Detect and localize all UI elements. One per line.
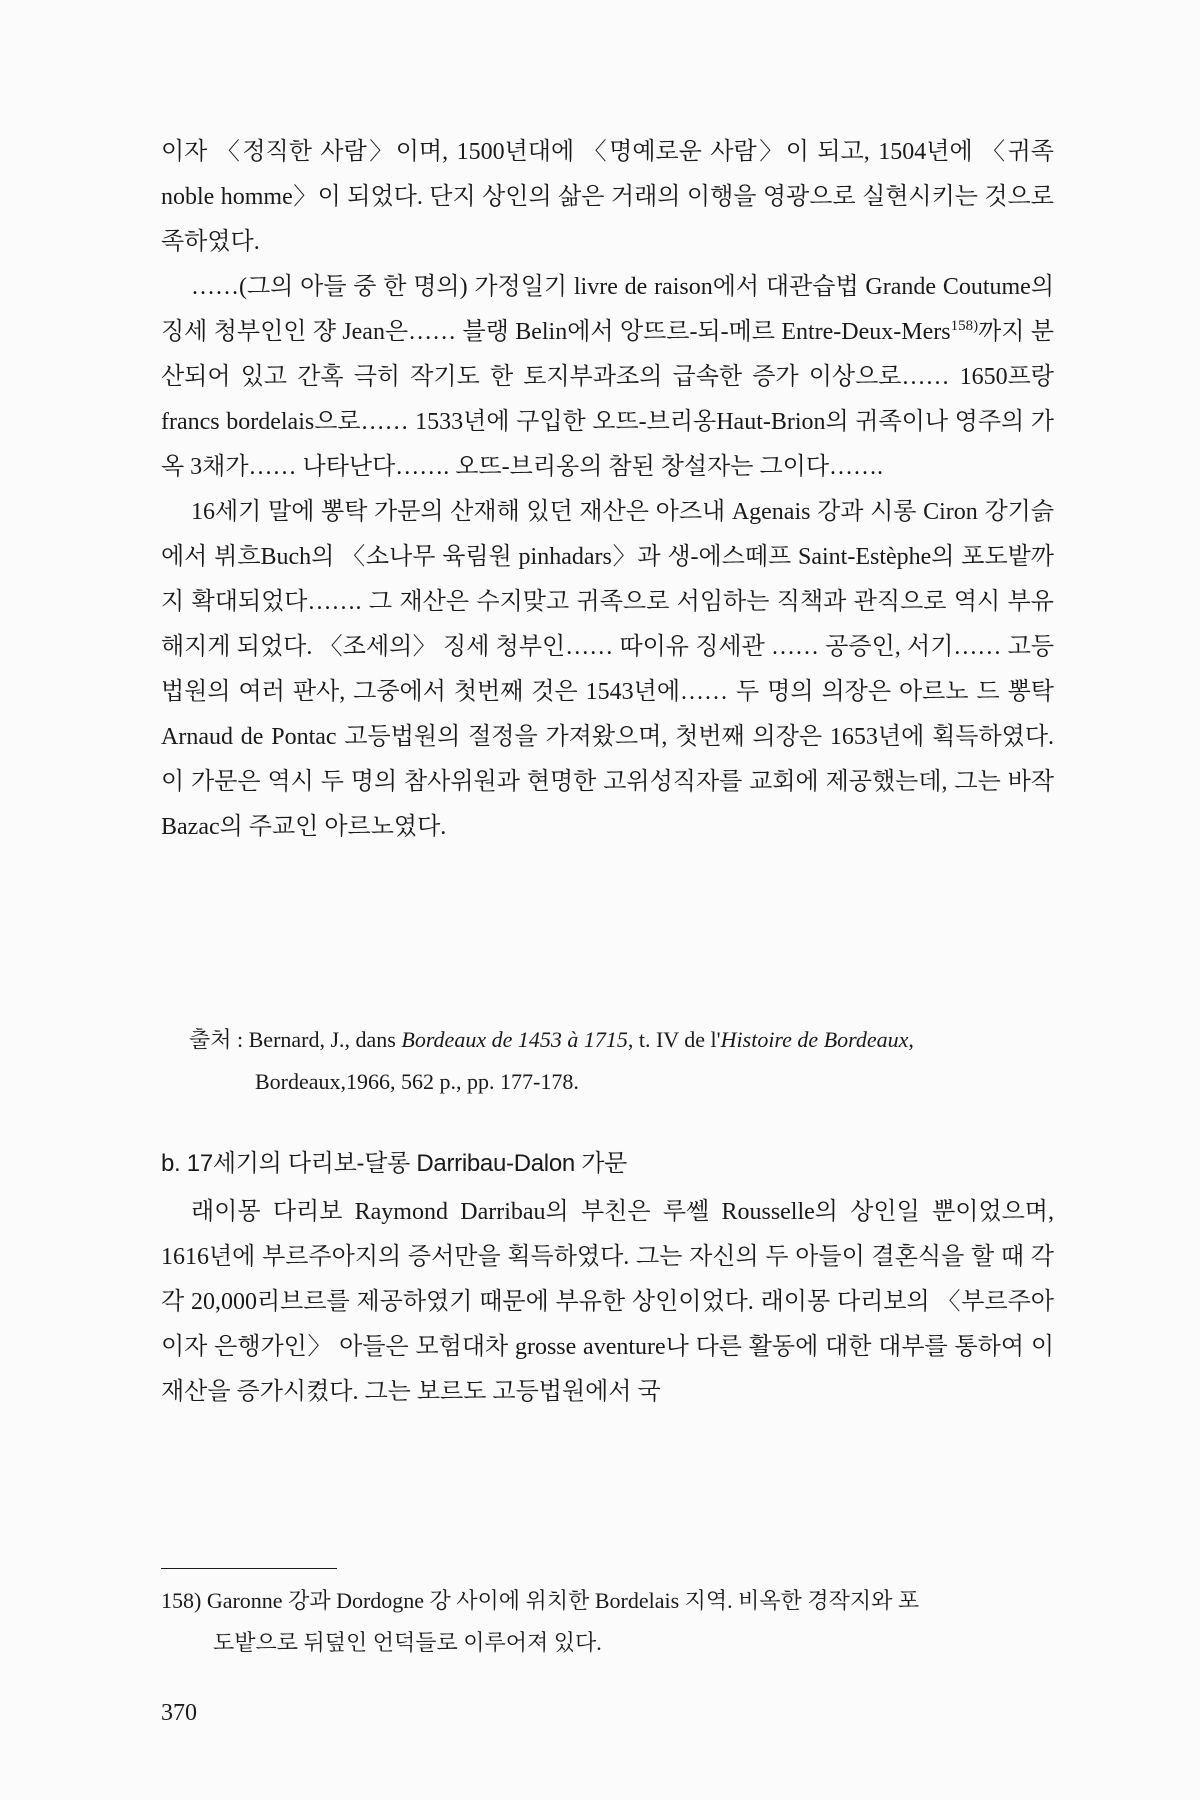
section-paragraph: 래이몽 다리보 Raymond Darribau의 부친은 루쎌 Rousselle의 상인일 뿐이었으며, 1616년에 부르주아지의 증서만을 획득하였다. 그는 자신의 두 아들이 결혼식을 할 때 각각 20,000리브르를 제공하였기 때문에 부유한 상인이었다. 래이몽 다리보의 〈부르주아이자 은행가인〉 아들은 모험대차 grosse aventure나 다른 활동에 대한 대부를 통하여 이 재산을 증가시켰다. 그는 보르도 고등법원에서 국 (161, 1199, 1054, 1405)
body-text (161, 130, 1054, 850)
section-heading: b. 17세기의 다리보-달롱 Darribau-Dalon 가문 (161, 1150, 628, 1177)
paragraph-2 (161, 265, 1054, 490)
source-citation (189, 1019, 1059, 1103)
footnote-line-1: Garonne 강과 Dordogne 강 사이에 위치한 Bordelais 지역. 비옥한 경작지와 포 (206, 1588, 920, 1613)
footnote-number: 158) (161, 1588, 202, 1613)
section-body (161, 1190, 1054, 1415)
paragraph-2-continued: 까지 분산되어 있고 간혹 극히 작기도 한 토지부과조의 급속한 증가 이상으로…… 1650프랑 francs bordelais으로…… 1533년에 구입한 오뜨-브리옹Haut-Brion의 귀족이나 영주의 가옥 3채가…… 나타난다……. 오뜨-브리옹의 참된 창설자는 그이다……. (161, 319, 1055, 480)
source-author: Bernard, J., dans (248, 1027, 402, 1052)
source-title: Bordeaux de 1453 à 1715 (401, 1027, 628, 1052)
footnote-marker: 158) (950, 318, 979, 334)
footnote-divider (161, 1568, 337, 1569)
paragraph-2-text: ……(그의 아들 중 한 명의) 가정일기 livre de raison에서 대관습법 Grande Coutume의 징세 청부인인 쟝 Jean은…… 블랭 Belin에서 앙뜨르-되-메르 Entre-Deux-Mers (161, 274, 1054, 345)
paragraph-1: 이자 〈정직한 사람〉이며, 1500년대에 〈명예로운 사람〉이 되고, 1504년에 〈귀족 noble homme〉이 되었다. 단지 상인의 삶은 거래의 이행을 영광으로 실현시키는 것으로 족하였다. (161, 139, 1054, 255)
source-line-2: Bordeaux,1966, 562 p., pp. 177-178. (255, 1069, 579, 1094)
paragraph-3: 16세기 말에 뽕탁 가문의 산재해 있던 재산은 아즈내 Agenais 강과 시롱 Ciron 강기슭에서 뷔흐Buch의 〈소나무 육림원 pinhadars〉과 생-에스떼프 Saint-Estèphe의 포도밭까지 확대되었다……. 그 재산은 수지맞고 귀족으로 서임하는 직책과 관직으로 역시 부유해지게 되었다. 〈조세의〉 징세 청부인…… 따이유 징세관 …… 공증인, 서기…… 고등법원의 여러 판사, 그중에서 첫번째 것은 1543년에…… 두 명의 의장은 아르노 드 뽕탁 Arnaud de Pontac 고등법원의 절정을 가져왔으며, 첫번째 의장은 1653년에 획득하였다. 이 가문은 역시 두 명의 참사위원과 현명한 고위성직자를 교회에 제공했는데, 그는 바작 Bazac의 주교인 아르노였다. (161, 499, 1055, 840)
source-end: , (908, 1027, 914, 1052)
footnote (161, 1580, 1054, 1664)
page-number: 370 (161, 1700, 197, 1726)
source-label: 출처 : (189, 1027, 249, 1052)
source-series: Histoire de Bordeaux (720, 1027, 909, 1052)
footnote-line-2: 도밭으로 뒤덮인 언덕들로 이루어져 있다. (213, 1630, 602, 1655)
source-middle: , t. IV de l' (627, 1027, 721, 1052)
